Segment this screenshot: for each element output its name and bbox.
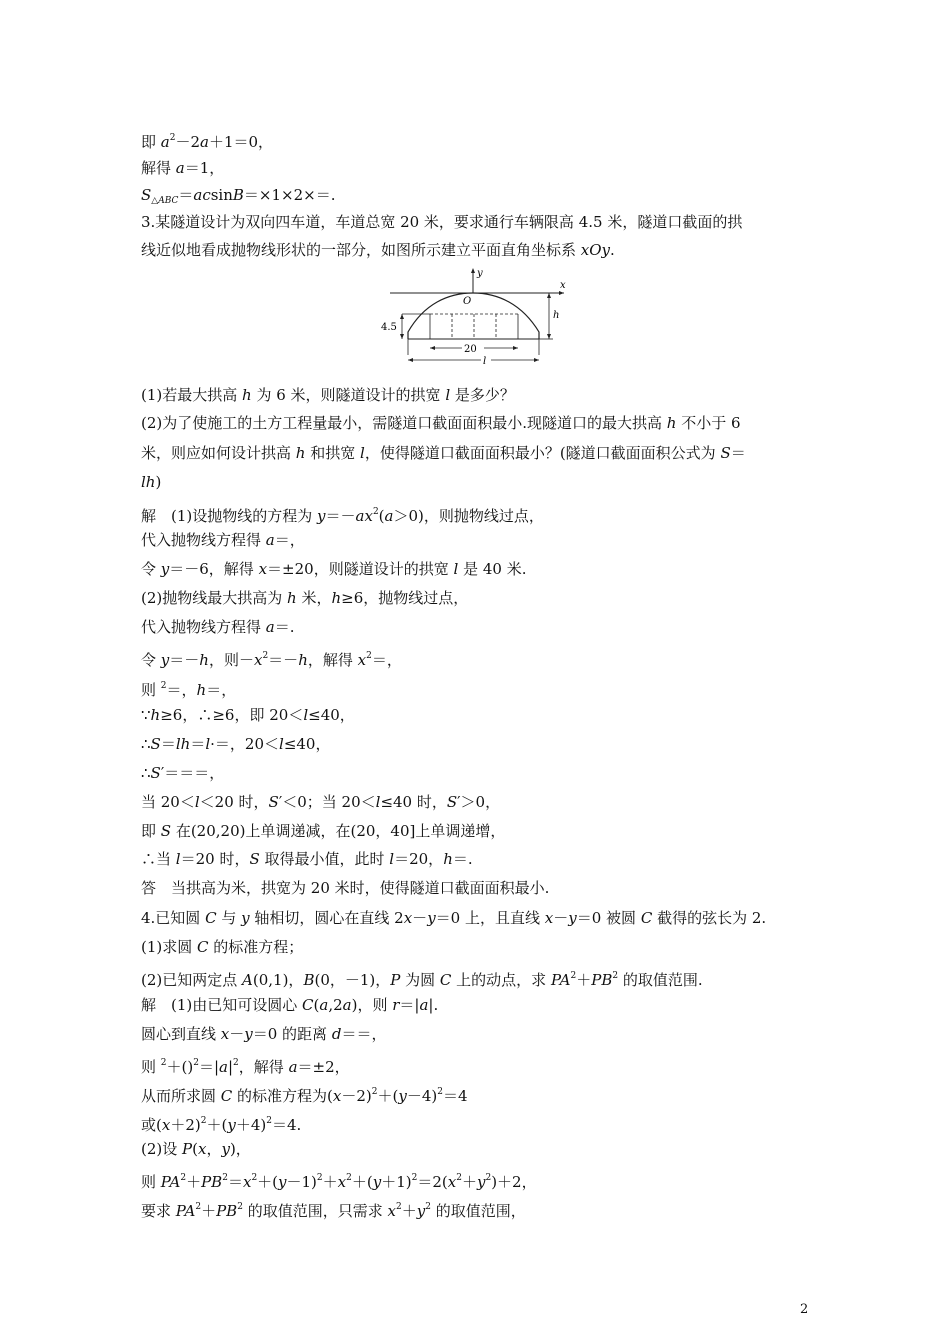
line-19: ∴S′＝＝＝， (141, 764, 225, 782)
tunnel-diagram (378, 266, 568, 372)
span-label: l (483, 356, 487, 367)
lane-arrow-left (430, 346, 435, 350)
span-arrow-left (408, 358, 413, 362)
limit-arrow-top (400, 314, 404, 319)
span-arrow-right (534, 358, 539, 362)
line-7: (2)为了使施工的土方工程量最小，需隧道口截面面积最小.现隧道口的最大拱高 h 不小于 6 (141, 414, 741, 432)
line-16: 则 $^2$＝，h＝， (141, 681, 237, 699)
line-22: ∴当 l＝20 时，S 取得最小值，此时 l＝20，h＝. (141, 850, 473, 868)
limit-label: 4.5 (381, 322, 397, 333)
lane-width-label: 20 (464, 344, 477, 355)
line-4: 3.某隧道设计为双向四车道，车道总宽 20 米，要求通行车辆限高 4.5 米，隧道口截面的拱 (141, 213, 743, 231)
line-24: 4.已知圆 C 与 y 轴相切，圆心在直线 2x－y＝0 上，且直线 x－y＝0 被圆 C 截得的弦长为 2. (141, 909, 767, 927)
line-14: 代入抛物线方程得 a＝. (141, 618, 295, 636)
lane-arrow-right (513, 346, 518, 350)
line-9: lh) (141, 473, 162, 491)
line-3: $S_{\triangle ABC}=acsinB=\times 1\times 2\times=$. (141, 186, 336, 206)
y-axis-label: y (477, 268, 483, 279)
page-number: 2 (800, 1302, 809, 1317)
line-10: 解 (1)设抛物线的方程为 $y=-ax^2(a>0)$，则抛物线过点， (141, 507, 544, 525)
line-29: 则 $^2+()^2=|a|^2$，解得 a＝±2， (141, 1058, 350, 1076)
line-21: 即 S 在(20,20)上单调递减，在(20，40]上单调递增， (141, 822, 506, 840)
line-5: 线近似地看成抛物线形状的一部分，如图所示建立平面直角坐标系 xOy. (141, 241, 615, 259)
y-axis-arrow (471, 268, 475, 273)
line-12: 令 y＝－6，解得 x＝±20，则隧道设计的拱宽 l 是 40 米. (141, 560, 527, 578)
line-31: 或$(x+2)^2+(y+4)^2=4$. (141, 1116, 302, 1134)
line-23: 答 当拱高为米，拱宽为 20 米时，使得隧道口截面面积最小. (141, 879, 550, 897)
x-axis-label: x (560, 280, 566, 291)
line-26: (2)已知两定点 A(0,1)，B(0，－1)，P 为圆 C 上的动点，求 $PA^2+PB^2$ 的取值范围. (141, 971, 703, 989)
line-28: 圆心到直线 x－y＝0 的距离 d＝＝， (141, 1025, 387, 1043)
height-label: h (553, 310, 560, 321)
line-34: 要求 $PA^2+PB^2$ 的取值范围，只需求 $x^2+y^2$ 的取值范围， (141, 1202, 526, 1220)
line-25: (1)求圆 C 的标准方程； (141, 938, 304, 956)
line-11: 代入抛物线方程得 a＝， (141, 531, 305, 549)
height-arrow-bottom (547, 334, 551, 339)
line-32: (2)设 P(x，y)， (141, 1140, 251, 1158)
origin-label: O (463, 296, 472, 307)
arch-curve (408, 293, 539, 339)
line-6: (1)若最大拱高 h 为 6 米，则隧道设计的拱宽 l 是多少？ (141, 386, 515, 404)
line-17: ∵h≥6，∴≥6，即 20＜l≤40， (141, 706, 355, 724)
line-33: 则 $PA^2+PB^2=x^2+(y-1)^2+x^2+(y+1)^2=2(x^2+y^2)+2$， (141, 1173, 537, 1191)
line-13: (2)抛物线最大拱高为 h 米，h≥6，抛物线过点， (141, 589, 469, 607)
line-20: 当 20＜l＜20 时，S′＜0；当 20＜l≤40 时，S′＞0， (141, 793, 501, 811)
line-30: 从而所求圆 C 的标准方程为$(x-2)^2+(y-4)^2=4$ (141, 1087, 468, 1105)
height-arrow-top (547, 293, 551, 298)
line-15: 令 y＝－h，则$-x^2=-h$，解得 $x^2=$， (141, 651, 402, 669)
line-2: 解得 a＝1， (141, 159, 225, 177)
line-27: 解 (1)由已知可设圆心 C(a,2a)，则 r＝|a|. (141, 996, 439, 1014)
line-8: 米，则应如何设计拱高 h 和拱宽 l，使得隧道口截面面积最小？(隧道口截面面积公式为 S＝ (141, 444, 746, 462)
line-1: 即 $a^2-2a+1=0$， (141, 133, 274, 151)
limit-arrow-bottom (400, 334, 404, 339)
line-18: ∴S＝lh＝l·＝，20＜l≤40， (141, 735, 331, 753)
x-axis-arrow (559, 291, 564, 295)
